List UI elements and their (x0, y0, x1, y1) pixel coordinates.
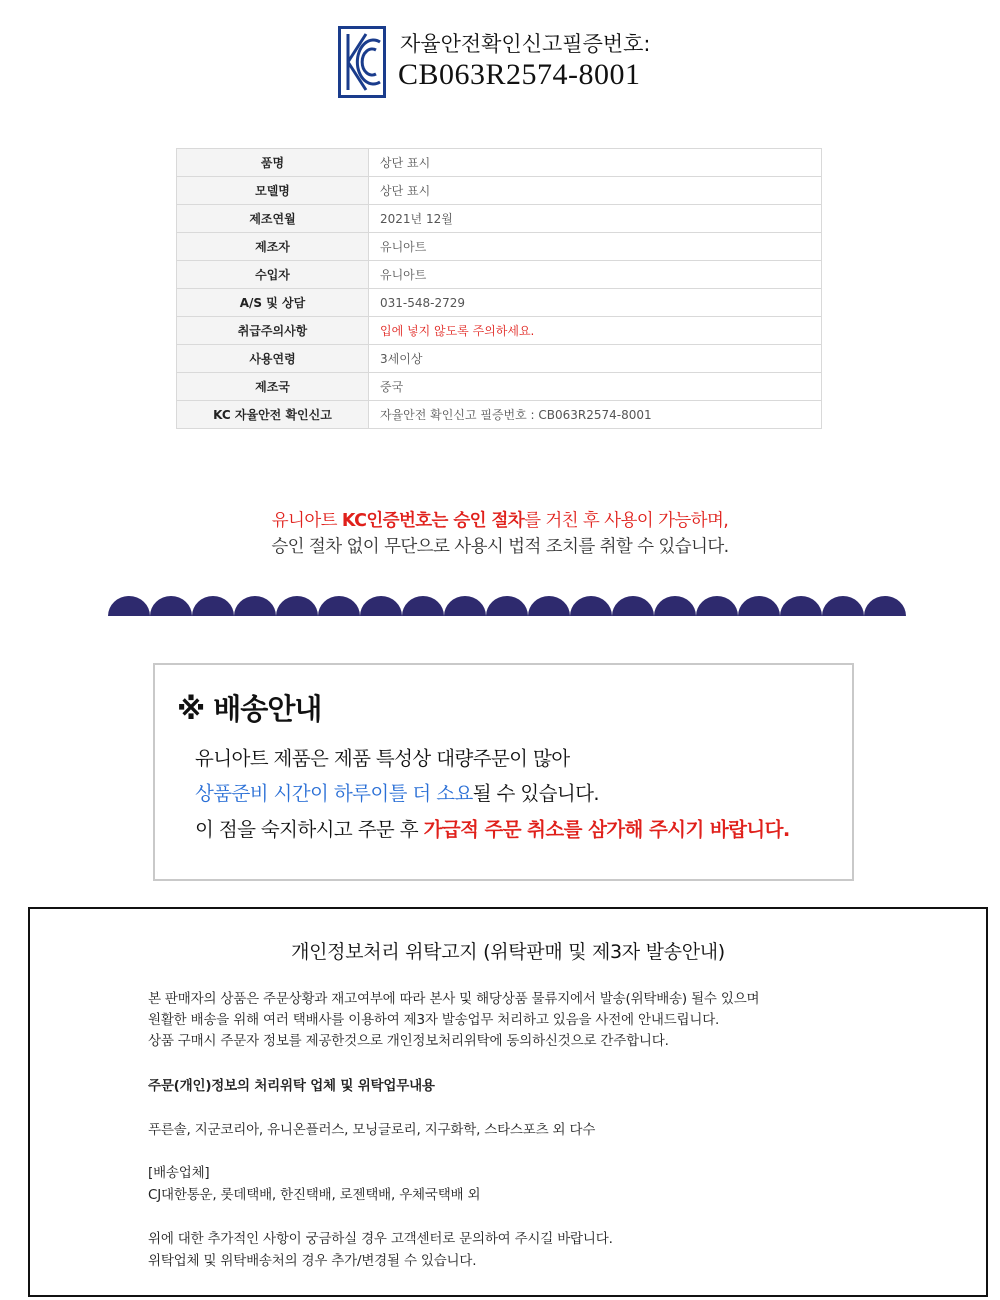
scallop-bump (612, 596, 654, 616)
kc-mark-icon (338, 26, 386, 98)
row-label: 제조연월 (177, 205, 369, 233)
row-label: 품명 (177, 149, 369, 177)
privacy-intro-2: 원활한 배송을 위해 여러 택배사를 이용하여 제3자 발송업무 처리하고 있음을 사전에 안내드립니다. (148, 1012, 720, 1028)
privacy-intro-3: 상품 구매시 주문자 정보를 제공한것으로 개인정보처리위탁에 동의하신것으로 간주합니다. (148, 1033, 669, 1049)
notice-emphasis: KC인증번호는 승인 절차 (341, 511, 525, 531)
privacy-outro-1: 위에 대한 추가적인 사항이 궁금하실 경우 고객센터로 문의하여 주시길 바랍니다. (148, 1231, 613, 1247)
table-row (177, 233, 822, 261)
privacy-carriers: CJ대한통운, 롯데택배, 한진택배, 로젠택배, 우체국택배 외 (148, 1187, 481, 1203)
product-info-table (176, 148, 822, 429)
privacy-companies: 푸른솔, 지군코리아, 유니온플러스, 모닝글로리, 지구화학, 스타스포츠 외 다수 (148, 1122, 596, 1138)
row-label: 모델명 (177, 177, 369, 205)
scallop-bump (528, 596, 570, 616)
scallop-bump (402, 596, 444, 616)
row-value: 유니아트 (369, 261, 822, 289)
shipping-line-3-start: 이 점을 숙지하시고 주문 후 (195, 818, 424, 841)
kc-label: 자율안전확인신고필증번호: (400, 32, 651, 56)
table-row (177, 401, 822, 429)
row-label: 취급주의사항 (177, 317, 369, 345)
table-row (177, 345, 822, 373)
kc-number: CB063R2574-8001 (398, 58, 641, 91)
product-info-body (177, 149, 822, 429)
scallop-bump (108, 596, 150, 616)
scallop-bump (654, 596, 696, 616)
notice-brand: 유니아트 (271, 511, 342, 531)
row-value: 상단 표시 (369, 149, 822, 177)
privacy-notice-box (28, 907, 988, 1297)
table-row (177, 317, 822, 345)
shipping-line-2 (195, 778, 599, 806)
row-label: 제조자 (177, 233, 369, 261)
row-label: 사용연령 (177, 345, 369, 373)
scallop-bump (150, 596, 192, 616)
scallop-bump (444, 596, 486, 616)
scallop-bump (360, 596, 402, 616)
shipping-cancel-warning: 가급적 주문 취소를 삼가해 주시기 바랍니다. (423, 818, 790, 841)
privacy-carriers-heading: [배송업체] (148, 1165, 210, 1181)
privacy-title: 개인정보처리 위탁고지 (위탁판매 및 제3자 발송안내) (291, 941, 725, 963)
row-value: 2021년 12월 (369, 205, 822, 233)
scallop-bump (696, 596, 738, 616)
table-row (177, 373, 822, 401)
table-row (177, 289, 822, 317)
row-value: 3세이상 (369, 345, 822, 373)
row-label: KC 자율안전 확인신고 (177, 401, 369, 429)
kc-usage-notice (0, 508, 1000, 560)
privacy-outro-2: 위탁업체 및 위탁배송처의 경우 추가/변경될 수 있습니다. (148, 1253, 477, 1269)
shipping-line-3 (195, 814, 790, 842)
table-row (177, 149, 822, 177)
scallop-bump (822, 596, 864, 616)
shipping-notice-box (153, 663, 854, 881)
row-value: 자율안전 확인신고 필증번호 : CB063R2574-8001 (369, 401, 822, 429)
scallop-bump (192, 596, 234, 616)
scallop-bump (738, 596, 780, 616)
row-value: 031-548-2729 (369, 289, 822, 317)
row-label: 제조국 (177, 373, 369, 401)
row-value: 상단 표시 (369, 177, 822, 205)
row-label: A/S 및 상담 (177, 289, 369, 317)
notice-line-2: 승인 절차 없이 무단으로 사용시 법적 조치를 취할 수 있습니다. (271, 537, 729, 557)
privacy-section-heading: 주문(개인)정보의 처리위탁 업체 및 위탁업무내용 (148, 1078, 435, 1094)
shipping-line-2-rest: 될 수 있습니다. (472, 782, 599, 805)
table-row (177, 177, 822, 205)
kc-certification-header (338, 24, 668, 100)
table-row (177, 261, 822, 289)
scallop-bump (276, 596, 318, 616)
scallop-bump (864, 596, 906, 616)
notice-line-1 (0, 508, 1000, 534)
scallop-bump (486, 596, 528, 616)
scallop-bump (570, 596, 612, 616)
row-label: 수입자 (177, 261, 369, 289)
row-value: 중국 (369, 373, 822, 401)
row-value: 입에 넣지 않도록 주의하세요. (369, 317, 822, 345)
table-row (177, 205, 822, 233)
shipping-title: ※ 배송안내 (177, 692, 322, 726)
shipping-delay-highlight: 상품준비 시간이 하루이틀 더 소요 (195, 782, 473, 805)
scallop-bump (780, 596, 822, 616)
privacy-intro-1: 본 판매자의 상품은 주문상황과 재고여부에 따라 본사 및 해당상품 물류지에서 발송(위탁배송) 될수 있으며 (148, 991, 760, 1007)
scallop-bump (234, 596, 276, 616)
notice-rest: 를 거친 후 사용이 가능하며, (524, 511, 729, 531)
shipping-line-1: 유니아트 제품은 제품 특성상 대량주문이 많아 (195, 747, 570, 770)
scallop-divider (108, 596, 906, 616)
row-value: 유니아트 (369, 233, 822, 261)
scallop-bump (318, 596, 360, 616)
